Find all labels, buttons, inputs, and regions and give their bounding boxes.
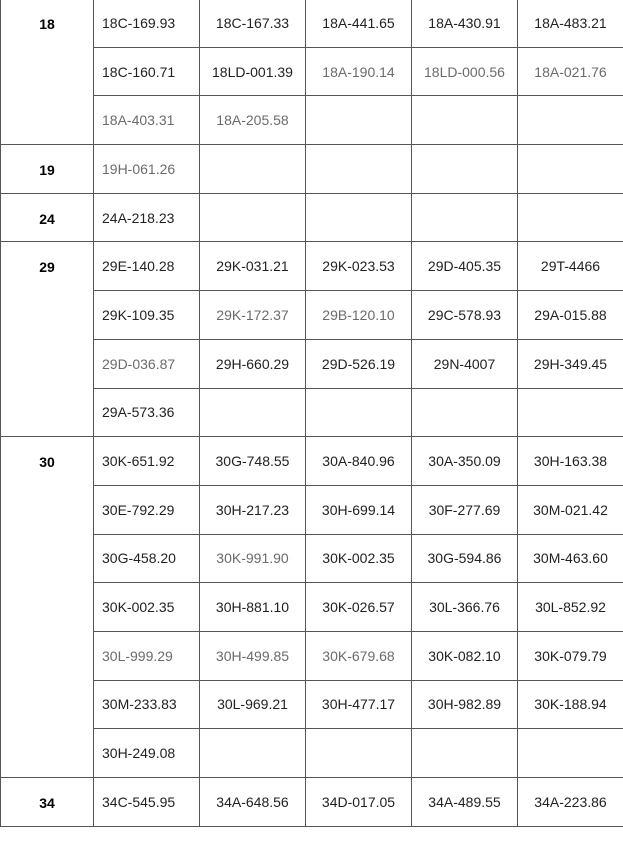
plate-number-cell: 30K-002.35	[94, 583, 200, 632]
plate-number-cell: 34A-648.56	[200, 778, 306, 827]
table-row	[1, 388, 623, 437]
table-row	[1, 729, 623, 778]
table-row	[1, 145, 623, 194]
region-code-cell: 30	[1, 437, 94, 778]
plate-number-cell: 29E-140.28	[94, 242, 200, 291]
plate-number-cell: 30G-748.55	[200, 437, 306, 486]
plate-number-cell: 18A-021.76	[518, 47, 623, 96]
empty-cell	[518, 388, 623, 437]
region-code-cell: 29	[1, 242, 94, 437]
empty-cell	[200, 729, 306, 778]
plate-number-cell: 18A-205.58	[200, 96, 306, 145]
plate-number-cell: 29D-036.87	[94, 339, 200, 388]
table-row	[1, 339, 623, 388]
plate-number-cell: 30K-026.57	[306, 583, 412, 632]
plate-number-cell: 30G-594.86	[412, 534, 518, 583]
plate-number-cell: 29H-349.45	[518, 339, 623, 388]
plate-number-cell: 29N-4007	[412, 339, 518, 388]
region-code-cell: 24	[1, 193, 94, 242]
plate-number-cell: 29D-526.19	[306, 339, 412, 388]
plate-number-cell: 18A-190.14	[306, 47, 412, 96]
plate-number-cell: 30E-792.29	[94, 485, 200, 534]
plate-number-cell: 30M-021.42	[518, 485, 623, 534]
plate-number-cell: 30L-852.92	[518, 583, 623, 632]
plate-number-cell: 29A-015.88	[518, 291, 623, 340]
plate-number-cell: 34A-223.86	[518, 778, 623, 827]
empty-cell	[306, 193, 412, 242]
plate-number-cell: 30G-458.20	[94, 534, 200, 583]
table-row	[1, 242, 623, 291]
empty-cell	[412, 193, 518, 242]
plate-number-cell: 30H-477.17	[306, 680, 412, 729]
empty-cell	[518, 145, 623, 194]
plate-number-cell: 30H-982.89	[412, 680, 518, 729]
plate-number-cell: 29K-109.35	[94, 291, 200, 340]
plate-number-cell: 30H-499.85	[200, 631, 306, 680]
plate-table-body	[1, 0, 623, 826]
plate-number-cell: 18A-403.31	[94, 96, 200, 145]
region-code-cell: 18	[1, 0, 94, 145]
plate-number-cell: 29B-120.10	[306, 291, 412, 340]
plate-number-cell: 30H-217.23	[200, 485, 306, 534]
plate-number-cell: 34D-017.05	[306, 778, 412, 827]
table-row	[1, 778, 623, 827]
plate-number-cell: 30K-082.10	[412, 631, 518, 680]
plate-number-cell: 24A-218.23	[94, 193, 200, 242]
empty-cell	[200, 145, 306, 194]
table-row	[1, 193, 623, 242]
table-row	[1, 0, 623, 47]
plate-number-cell: 30A-840.96	[306, 437, 412, 486]
table-row	[1, 680, 623, 729]
plate-number-cell: 29T-4466	[518, 242, 623, 291]
region-code-cell: 34	[1, 778, 94, 827]
plate-number-cell: 30L-999.29	[94, 631, 200, 680]
empty-cell	[518, 96, 623, 145]
plate-number-cell: 18A-430.91	[412, 0, 518, 47]
plate-number-cell: 18C-167.33	[200, 0, 306, 47]
plate-number-cell: 30L-366.76	[412, 583, 518, 632]
plate-number-cell: 18A-441.65	[306, 0, 412, 47]
empty-cell	[306, 388, 412, 437]
plate-number-cell: 30M-233.83	[94, 680, 200, 729]
plate-number-cell: 30K-079.79	[518, 631, 623, 680]
empty-cell	[518, 193, 623, 242]
plate-number-cell: 30H-163.38	[518, 437, 623, 486]
plate-number-cell: 30L-969.21	[200, 680, 306, 729]
empty-cell	[306, 145, 412, 194]
plate-number-cell: 30H-249.08	[94, 729, 200, 778]
plate-number-cell: 29K-172.37	[200, 291, 306, 340]
plate-number-cell: 30K-991.90	[200, 534, 306, 583]
region-code-cell: 19	[1, 145, 94, 194]
plate-number-cell: 29K-031.21	[200, 242, 306, 291]
plate-number-cell: 30K-002.35	[306, 534, 412, 583]
table-row	[1, 47, 623, 96]
empty-cell	[200, 193, 306, 242]
table-row	[1, 534, 623, 583]
plate-number-cell: 18LD-000.56	[412, 47, 518, 96]
plate-number-cell: 30K-679.68	[306, 631, 412, 680]
empty-cell	[518, 729, 623, 778]
plate-number-cell: 18A-483.21	[518, 0, 623, 47]
empty-cell	[306, 96, 412, 145]
plate-number-cell: 30K-651.92	[94, 437, 200, 486]
plate-number-cell: 18LD-001.39	[200, 47, 306, 96]
plate-number-cell: 18C-169.93	[94, 0, 200, 47]
table-row	[1, 583, 623, 632]
table-row	[1, 631, 623, 680]
empty-cell	[412, 729, 518, 778]
empty-cell	[412, 388, 518, 437]
table-row	[1, 437, 623, 486]
plate-number-cell: 29D-405.35	[412, 242, 518, 291]
plate-number-cell: 30M-463.60	[518, 534, 623, 583]
plate-number-cell: 19H-061.26	[94, 145, 200, 194]
plate-number-cell: 30K-188.94	[518, 680, 623, 729]
plate-number-cell: 34A-489.55	[412, 778, 518, 827]
plate-number-cell: 30H-699.14	[306, 485, 412, 534]
plate-number-cell: 29C-578.93	[412, 291, 518, 340]
plate-number-cell: 34C-545.95	[94, 778, 200, 827]
plate-number-cell: 18C-160.71	[94, 47, 200, 96]
plate-number-cell: 30A-350.09	[412, 437, 518, 486]
plate-number-cell: 30F-277.69	[412, 485, 518, 534]
plate-number-cell: 29A-573.36	[94, 388, 200, 437]
empty-cell	[306, 729, 412, 778]
plate-number-cell: 29K-023.53	[306, 242, 412, 291]
table-row	[1, 96, 623, 145]
table-row	[1, 485, 623, 534]
empty-cell	[412, 96, 518, 145]
empty-cell	[200, 388, 306, 437]
plate-number-cell: 30H-881.10	[200, 583, 306, 632]
plate-number-cell: 29H-660.29	[200, 339, 306, 388]
empty-cell	[412, 145, 518, 194]
table-row	[1, 291, 623, 340]
